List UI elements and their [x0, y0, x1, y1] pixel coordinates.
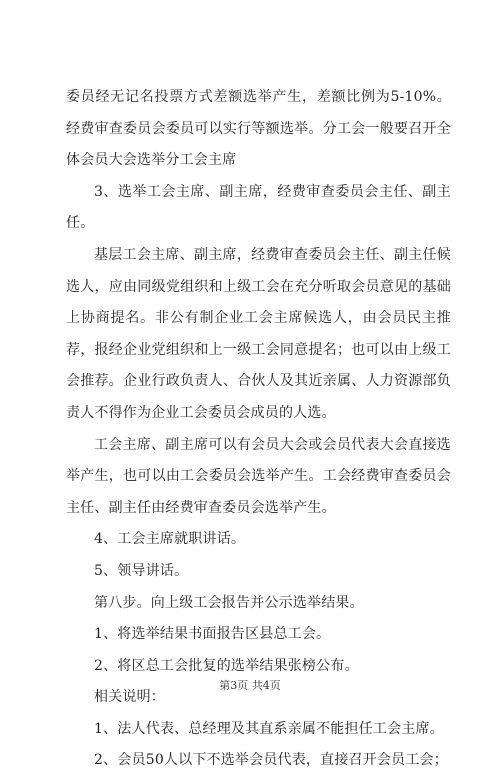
paragraph-11: 1、法人代表、总经理及其直系亲属不能担任工会主席。: [94, 720, 444, 737]
paragraph-9: 2、将区总工会批复的选举结果张榜公布。: [94, 657, 359, 674]
paragraph-7: 第八步。向上级工会报告并公示选举结果。: [94, 594, 364, 611]
paragraph-4: 工会主席、副主席可以有会员大会或会员代表大会直接选举产生，也可以由工会委员会选举产生。工会经费审查委员会主任、副主任由经费审查委员会选举产生。: [66, 436, 451, 516]
paragraph-8: 1、将选举结果书面报告区县总工会。: [94, 626, 331, 643]
paragraph-12: 2、会员50人以下不选举会员代表，直接召开会员工会；: [94, 752, 448, 769]
paragraph-5: 4、工会主席就职讲话。: [94, 531, 246, 548]
document-body: [66, 82, 451, 777]
paragraph-2: 3、选举工会主席、副主席，经费审查委员会主任、副主任。: [66, 183, 451, 232]
page-number-footer: 第3页 共4页: [219, 679, 281, 692]
paragraph-3: 基层工会主席、副主席，经费审查委员会主任、副主任候选人，应由同级党组织和上级工会在充分听取会员意见的基础上协商提名。非公有制企业工会主席候选人，由会员民主推荐，报经企业党组织和上一级工会同意提名；也可以由上级工会推荐。企业行政负责人、合伙人及其近亲属、人力资源部负责人不得作为企业工会委员会成员的人选。: [66, 246, 451, 421]
paragraph-10: 相关说明：: [94, 689, 165, 706]
paragraph-6: 5、领导讲话。: [94, 562, 189, 579]
paragraph-1: 委员经无记名投票方式差额选举产生，差额比例为5-10%。经费审查委员会委员可以实行等额选举。分工会一般要召开全体会员大会选举分工会主席: [66, 89, 451, 169]
